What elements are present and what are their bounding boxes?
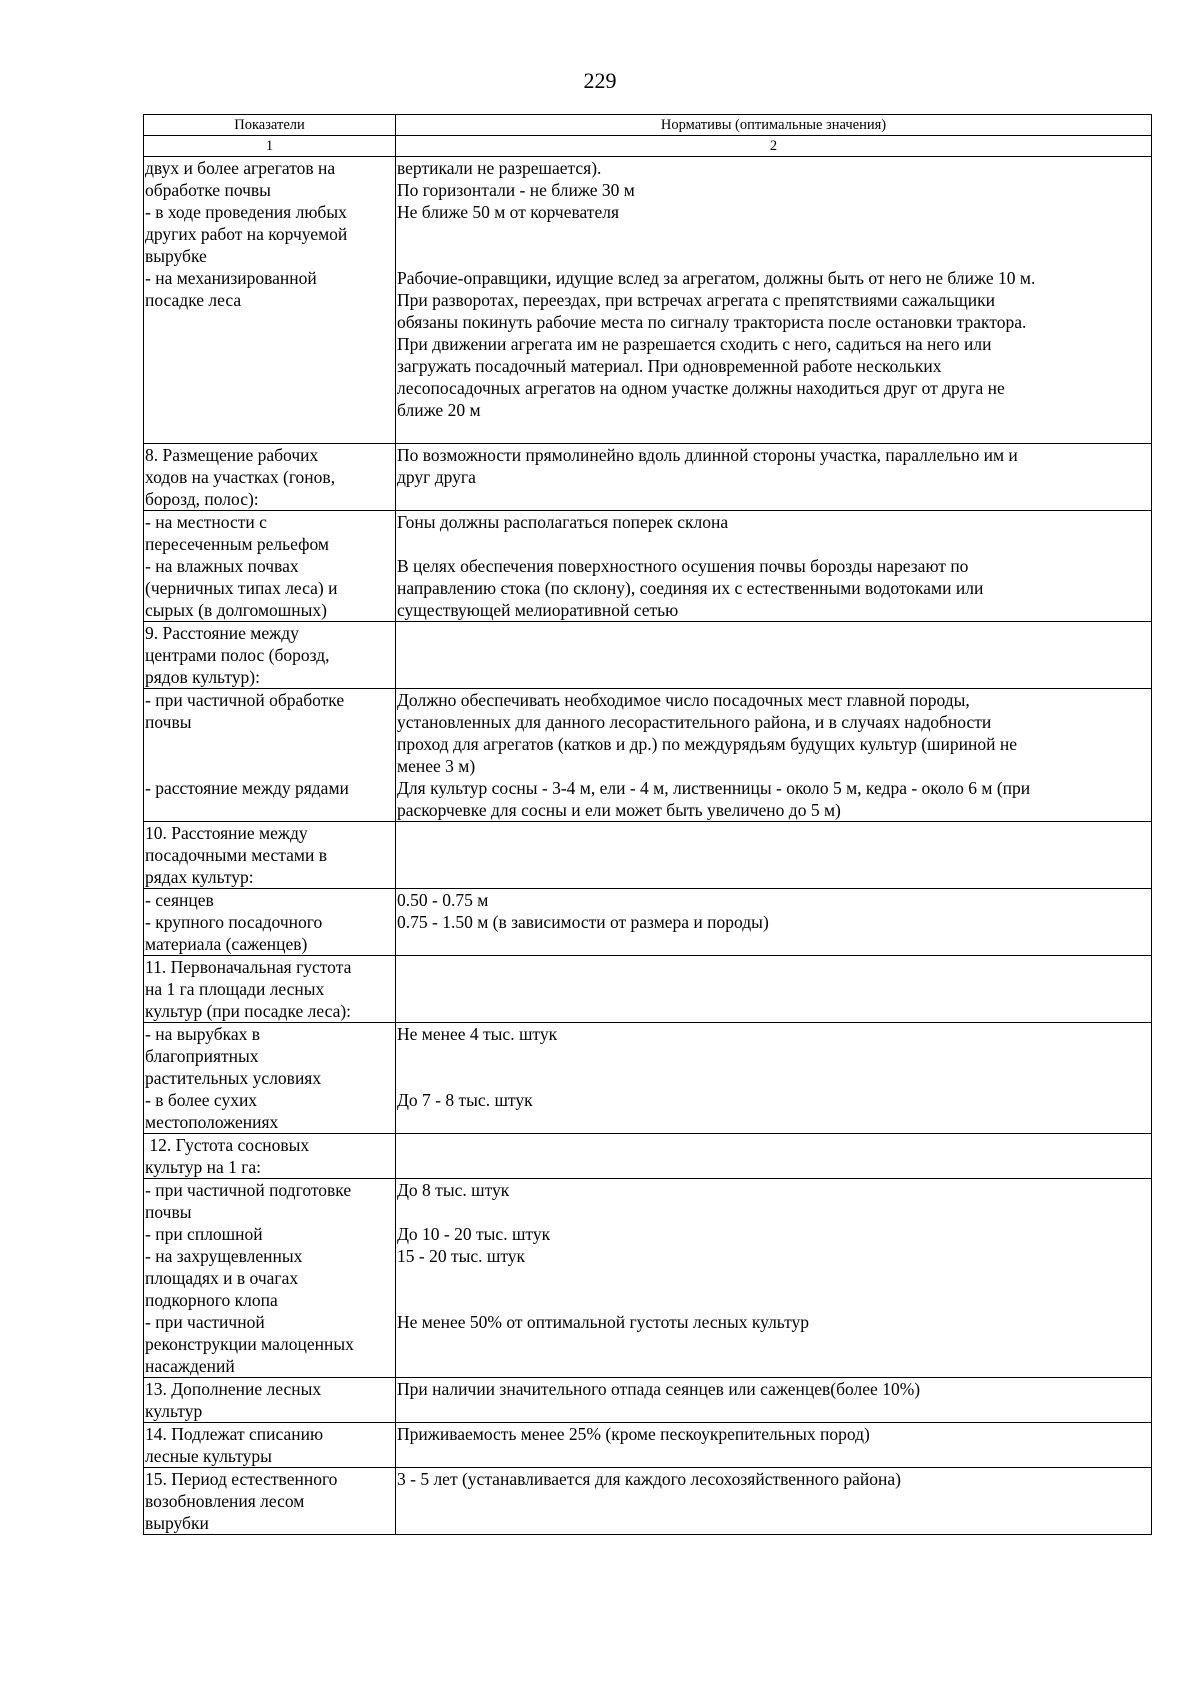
norm-cell	[396, 622, 1152, 689]
indicator-line: возобновления лесом	[145, 1491, 305, 1511]
norm-cell	[396, 956, 1152, 1023]
norm-line: По горизонтали - не ближе 30 м	[397, 180, 635, 200]
indicator-line	[145, 421, 394, 443]
indicator-line: 10. Расстояние между	[145, 823, 308, 843]
table-column-number-row	[144, 136, 1152, 157]
indicator-line: - при частичной	[145, 1312, 265, 1332]
indicator-line: почвы	[145, 712, 192, 732]
norm-cell	[396, 1468, 1152, 1535]
indicator-line: - расстояние между рядами	[145, 778, 349, 798]
indicator-line: - крупного посадочного	[145, 912, 323, 932]
indicator-line: почвы	[145, 1202, 192, 1222]
indicator-line: - на влажных почвах	[145, 556, 299, 576]
indicator-cell	[144, 511, 396, 622]
indicator-line: - в более сухих	[145, 1090, 258, 1110]
indicator-cell	[144, 956, 396, 1023]
norm-line: загружать посадочный материал. При одновременной работе нескольких	[397, 356, 942, 376]
indicator-line	[145, 355, 394, 377]
norm-line: проход для агрегатов (катков и др.) по междурядьям будущих культур (шириной не	[397, 734, 1017, 754]
indicator-cell	[144, 444, 396, 511]
indicator-line: - сеянцев	[145, 890, 214, 910]
indicator-cell	[144, 1468, 396, 1535]
indicator-line: посадочными местами в	[145, 845, 327, 865]
norm-line	[397, 1289, 1150, 1311]
norm-cell	[396, 1378, 1152, 1423]
indicator-line: на 1 га площади лесных	[145, 979, 325, 999]
norm-line: По возможности прямолинейно вдоль длинной стороны участка, параллельно им и	[397, 445, 1018, 465]
table-row	[144, 1134, 1152, 1179]
header-norms: Нормативы (оптимальные значения)	[396, 115, 1152, 136]
indicator-line: подкорного клопа	[145, 1290, 278, 1310]
norm-line: При наличии значительного отпада сеянцев или саженцев(более 10%)	[397, 1379, 921, 1399]
norm-cell	[396, 444, 1152, 511]
norm-cell	[396, 689, 1152, 822]
norm-line: Не менее 50% от оптимальной густоты лесных культур	[397, 1312, 810, 1332]
indicator-line: лесные культуры	[145, 1446, 272, 1466]
norm-line: направлению стока (по склону), соединяя их с естественными водотоками или	[397, 578, 984, 598]
indicator-cell	[144, 1423, 396, 1468]
table-row	[144, 956, 1152, 1023]
norm-line: ближе 20 м	[397, 400, 481, 420]
indicator-line: - на местности с	[145, 512, 267, 532]
indicator-line: реконструкции малоценных	[145, 1334, 354, 1354]
norms-table	[143, 114, 1152, 1535]
indicator-line: рядов культур):	[145, 667, 260, 687]
indicator-line	[145, 311, 394, 333]
indicator-line: местоположениях	[145, 1112, 279, 1132]
norm-cell	[396, 511, 1152, 622]
indicator-line: вырубки	[145, 1513, 209, 1533]
norm-line: Не менее 4 тыс. штук	[397, 1024, 558, 1044]
indicator-line: - на захрущевленных	[145, 1246, 303, 1266]
indicator-line: борозд, полос):	[145, 489, 259, 509]
norm-line: В целях обеспечения поверхностного осушения почвы борозды нарезают по	[397, 556, 969, 576]
indicator-line: (черничных типах леса) и	[145, 578, 338, 598]
norm-line: До 7 - 8 тыс. штук	[397, 1090, 533, 1110]
indicator-line: - на вырубках в	[145, 1024, 261, 1044]
indicator-line: материала (саженцев)	[145, 934, 308, 954]
norm-cell	[396, 1423, 1152, 1468]
indicator-line: обработке почвы	[145, 180, 271, 200]
table-row	[144, 1378, 1152, 1423]
indicator-line: пересеченным рельефом	[145, 534, 329, 554]
norm-line: Должно обеспечивать необходимое число посадочных мест главной породы,	[397, 690, 970, 710]
indicator-cell	[144, 622, 396, 689]
indicator-cell	[144, 1179, 396, 1378]
indicator-line: - при сплошной	[145, 1224, 263, 1244]
indicator-line	[145, 733, 394, 755]
norm-line: До 10 - 20 тыс. штук	[397, 1224, 551, 1244]
norm-cell	[396, 157, 1152, 444]
indicator-line: - на механизированной	[145, 268, 317, 288]
indicator-line: двух и более агрегатов на	[145, 158, 336, 178]
indicator-line: посадке леса	[145, 290, 242, 310]
indicator-line: культур	[145, 1401, 203, 1421]
indicator-line	[145, 755, 394, 777]
indicator-line: - в ходе проведения любых	[145, 202, 347, 222]
column-number-2: 2	[396, 136, 1152, 157]
table-row	[144, 689, 1152, 822]
indicator-cell	[144, 689, 396, 822]
norm-line	[397, 1045, 1150, 1067]
indicator-line	[145, 399, 394, 421]
column-number-1: 1	[144, 136, 396, 157]
table-row	[144, 889, 1152, 956]
page-number: 229	[583, 68, 617, 93]
norm-cell	[396, 1134, 1152, 1179]
norm-line: друг друга	[397, 467, 476, 487]
norm-cell	[396, 822, 1152, 889]
indicator-line	[145, 377, 394, 399]
table-header-row	[144, 115, 1152, 136]
norm-line	[397, 1201, 1150, 1223]
indicator-line: 8. Размещение рабочих	[145, 445, 319, 465]
norm-line: вертикали не разрешается).	[397, 158, 602, 178]
norm-cell	[396, 889, 1152, 956]
table-row	[144, 1023, 1152, 1134]
table-row	[144, 444, 1152, 511]
indicator-cell	[144, 1134, 396, 1179]
indicator-line: центрами полос (борозд,	[145, 645, 330, 665]
indicator-line: ходов на участках (гонов,	[145, 467, 336, 487]
indicator-line: 15. Период естественного	[145, 1469, 338, 1489]
indicator-line: 11. Первоначальная густота	[145, 957, 352, 977]
indicator-line: площадях и в очагах	[145, 1268, 299, 1288]
norm-line	[397, 1067, 1150, 1089]
norm-cell	[396, 1179, 1152, 1378]
indicator-cell	[144, 1378, 396, 1423]
table-row	[144, 822, 1152, 889]
norm-line: обязаны покинуть рабочие места по сигналу тракториста после остановки трактора.	[397, 312, 1027, 332]
norm-line: Гоны должны располагаться поперек склона	[397, 512, 729, 532]
table-row	[144, 1423, 1152, 1468]
indicator-line: 13. Дополнение лесных	[145, 1379, 322, 1399]
indicator-cell	[144, 822, 396, 889]
table-row	[144, 1179, 1152, 1378]
norm-line: Рабочие-оправщики, идущие вслед за агрегатом, должны быть от него не ближе 10 м.	[397, 268, 1036, 288]
norm-line	[397, 533, 1150, 555]
indicator-line: культур (при посадке леса):	[145, 1001, 352, 1021]
indicator-cell	[144, 157, 396, 444]
norm-line: При разворотах, переездах, при встречах агрегата с препятствиями сажальщики	[397, 290, 996, 310]
norm-line: 15 - 20 тыс. штук	[397, 1246, 526, 1266]
indicator-cell	[144, 1023, 396, 1134]
norm-line: менее 3 м)	[397, 756, 476, 776]
table-row	[144, 1468, 1152, 1535]
indicator-cell	[144, 889, 396, 956]
norm-line	[397, 1267, 1150, 1289]
table-body	[144, 157, 1152, 1535]
indicator-line: 14. Подлежат списанию	[145, 1424, 324, 1444]
norm-line	[397, 223, 1150, 245]
norm-cell	[396, 1023, 1152, 1134]
norm-line: Для культур сосны - 3-4 м, ели - 4 м, лиственницы - около 5 м, кедра - около 6 м (при	[397, 778, 1031, 798]
indicator-line: благоприятных	[145, 1046, 259, 1066]
norm-line: Не ближе 50 м от корчевателя	[397, 202, 620, 222]
table-row	[144, 511, 1152, 622]
indicator-line: - при частичной подготовке	[145, 1180, 352, 1200]
norm-line: установленных для данного лесорастительного района, и в случаях надобности	[397, 712, 992, 732]
header-indicators: Показатели	[144, 115, 396, 136]
table-row	[144, 157, 1152, 444]
indicator-line: 12. Густота сосновых	[145, 1135, 310, 1155]
norm-line: 0.50 - 0.75 м	[397, 890, 489, 910]
indicator-line: сырых (в долгомошных)	[145, 600, 327, 620]
norm-line: лесопосадочных агрегатов на одном участке должны находиться друг от друга не	[397, 378, 1005, 398]
norm-line: До 8 тыс. штук	[397, 1180, 510, 1200]
norm-line: раскорчевке для сосны и ели может быть увеличено до 5 м)	[397, 800, 841, 820]
indicator-line: других работ на корчуемой	[145, 224, 348, 244]
table-row	[144, 622, 1152, 689]
indicator-line: культур на 1 га:	[145, 1157, 262, 1177]
norm-line: Приживаемость менее 25% (кроме пескоукрепительных пород)	[397, 1424, 870, 1444]
indicator-line: - при частичной обработке	[145, 690, 345, 710]
norm-line: существующей мелиоративной сетью	[397, 600, 679, 620]
norm-line: При движении агрегата им не разрешается сходить с него, садиться на него или	[397, 334, 992, 354]
indicator-line: рядах культур:	[145, 867, 254, 887]
norm-line: 3 - 5 лет (устанавливается для каждого лесохозяйственного района)	[397, 1469, 901, 1489]
indicator-line	[145, 333, 394, 355]
indicator-line: растительных условиях	[145, 1068, 322, 1088]
norm-line	[397, 245, 1150, 267]
indicator-line: вырубке	[145, 246, 207, 266]
indicator-line: 9. Расстояние между	[145, 623, 299, 643]
indicator-line: насаждений	[145, 1356, 235, 1376]
norm-line: 0.75 - 1.50 м (в зависимости от размера и породы)	[397, 912, 769, 932]
